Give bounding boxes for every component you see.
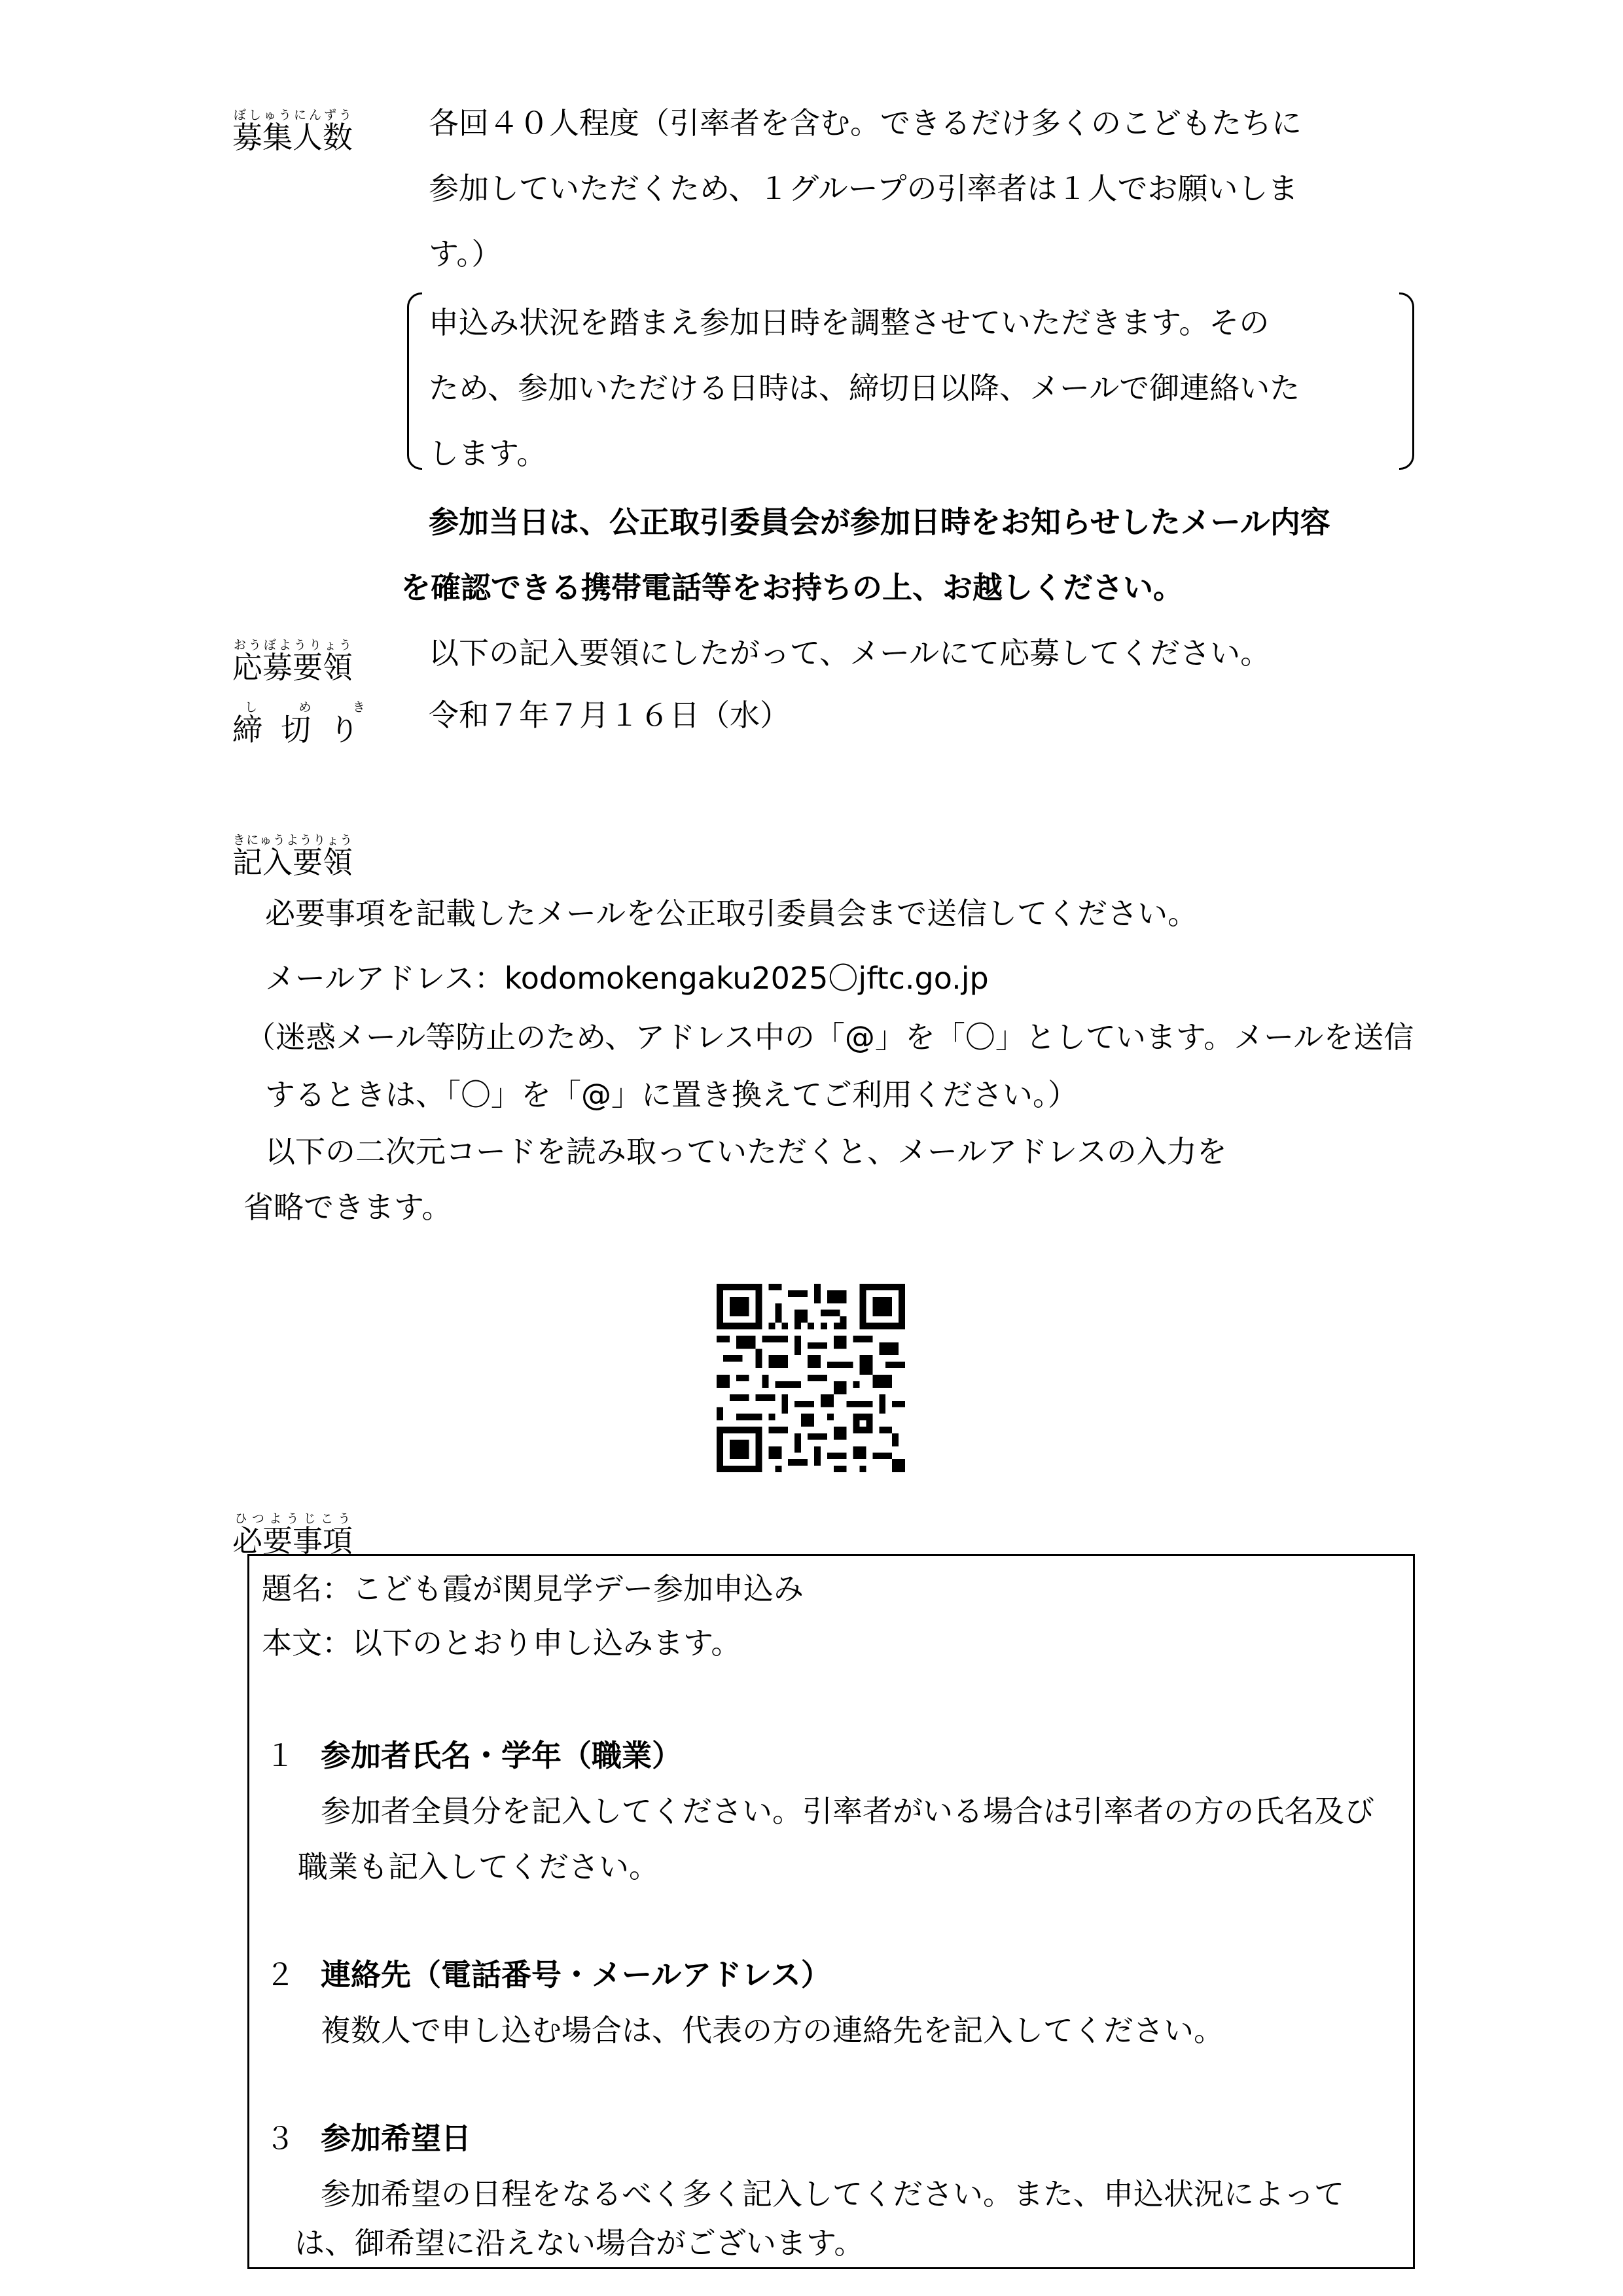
attendance-notice-line-2: を確認できる携帯電話等をお持ちの上、お越しください。 [401, 570, 1183, 605]
deadline-date: 令和７年７月１６日（水） [429, 698, 790, 733]
note-line-3: します。 [429, 436, 547, 471]
item-1-text-2: 職業も記入してください。 [298, 1849, 659, 1884]
spam-note-line-2: するときは、「〇」を「@」に置き換えてご利用ください。） [265, 1077, 1078, 1112]
deadline-label: 締切りしめき [232, 700, 378, 747]
item-1-text-1: 参加者全員分を記入してください。引率者がいる場合は引率者の方の氏名及び [321, 1793, 1374, 1829]
attendance-notice-line-1: 参加当日は、公正取引委員会が参加日時をお知らせしたメール内容 [429, 504, 1330, 540]
item-3-number: ３ [265, 2121, 295, 2156]
spam-note-line-1: （迷惑メール等防止のため、アドレス中の「@」を「〇」としています。メールを送信 [245, 1019, 1414, 1055]
item-2-text: 複数人で申し込む場合は、代表の方の連絡先を記入してください。 [321, 2013, 1224, 2048]
item-3-text-1: 参加希望の日程をなるべく多く記入してください。また、申込状況によって [321, 2176, 1344, 2212]
note-line-1: 申込み状況を踏まえ参加日時を調整させていただきます。その [429, 305, 1270, 340]
email-label: メールアドレス： [265, 961, 505, 996]
note-bracket-left [407, 292, 422, 470]
item-1-number: １ [265, 1738, 295, 1773]
qr-code[interactable] [717, 1284, 905, 1472]
email-address[interactable]: kodomokengaku2025〇jftc.go.jp [504, 961, 989, 996]
note-bracket-right [1399, 292, 1414, 470]
qr-note-line-1: 以下の二次元コードを読み取っていただくと、メールアドレスの入力を [265, 1134, 1227, 1169]
email-line [265, 961, 989, 996]
application-label: 応募要領おうぼようりょう [232, 638, 353, 685]
item-2-number: ２ [265, 1957, 295, 1992]
instructions-heading: 記入要領きにゅうようりょう [232, 833, 353, 880]
qr-note-line-2: 省略できます。 [243, 1190, 452, 1225]
item-3-text-2: は、御希望に沿えない場合がございます。 [294, 2225, 865, 2261]
email-subject: 題名：こども霞が関見学デー参加申込み [262, 1571, 804, 1606]
required-items-box [247, 1554, 1415, 2269]
email-body-intro: 本文：以下のとおり申し込みます。 [262, 1625, 741, 1661]
recruitment-line-1: 各回４０人程度（引率者を含む。できるだけ多くのこどもたちに [429, 105, 1302, 141]
application-text: 以下の記入要領にしたがって、メールにて応募してください。 [429, 635, 1271, 671]
item-3-title: 参加希望日 [321, 2121, 471, 2156]
item-2-title: 連絡先（電話番号・メールアドレス） [321, 1957, 831, 1992]
item-1-title: 参加者氏名・学年（職業） [321, 1738, 682, 1773]
required-heading: 必要事項ひつようじこう [232, 1511, 353, 1559]
recruitment-line-3: す。） [429, 236, 502, 272]
recruitment-line-2: 参加していただくため、１グループの引率者は１人でお願いしま [429, 171, 1298, 206]
instructions-line-1: 必要事項を記載したメールを公正取引委員会まで送信してください。 [265, 896, 1198, 931]
note-line-2: ため、参加いただける日時は、締切日以降、メールで御連絡いた [429, 370, 1300, 406]
recruitment-label: 募集人数ぼしゅうにんずう [232, 108, 353, 155]
